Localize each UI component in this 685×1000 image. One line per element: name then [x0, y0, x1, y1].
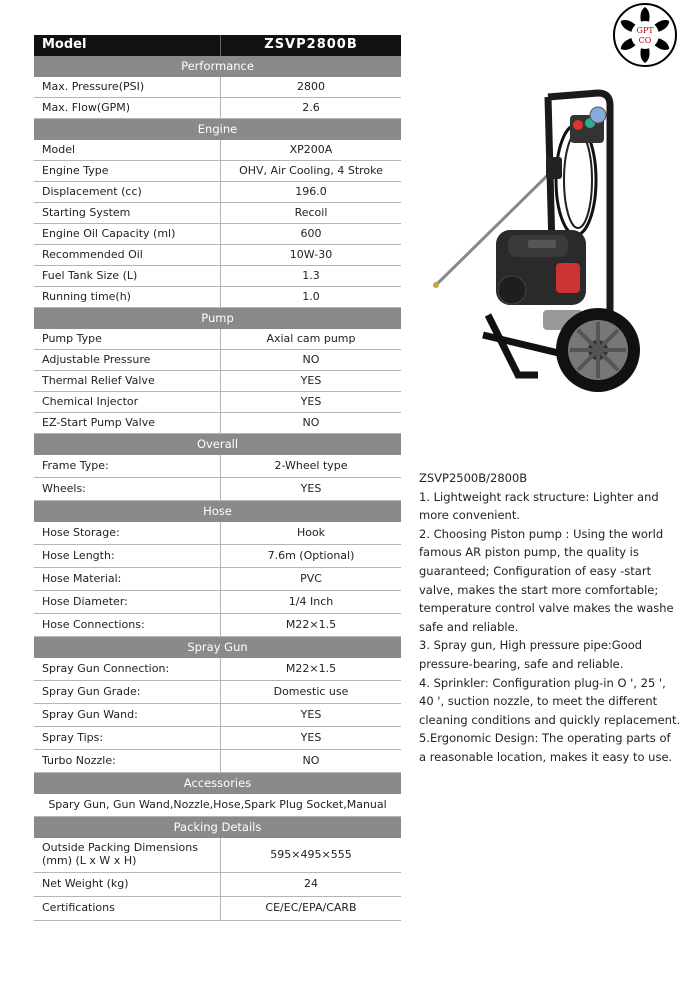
- spec-label: Wheels:: [34, 478, 221, 501]
- spec-row: [34, 224, 401, 245]
- spec-label: Outside Packing Dimensions (mm) (L x W x H): [34, 838, 221, 873]
- section-header: [34, 817, 401, 839]
- section-title: Spray Gun: [34, 637, 401, 659]
- spec-value: YES: [221, 371, 402, 392]
- spec-row: [34, 161, 401, 182]
- section-header: [34, 501, 401, 523]
- spec-row: [34, 658, 401, 681]
- spec-value: 7.6m (Optional): [221, 545, 402, 568]
- description-item: 4. Sprinkler: Configuration plug-in O ', 25 ', 40 ', suction nozzle, to meet the different cleaning conditions and quickly replacement.: [419, 675, 681, 727]
- spec-row: [34, 455, 401, 478]
- spec-label: Adjustable Pressure: [34, 350, 221, 371]
- spec-value: NO: [221, 413, 402, 434]
- section-header: [34, 434, 401, 456]
- spec-label: Hose Storage:: [34, 522, 221, 545]
- spec-value: OHV, Air Cooling, 4 Stroke: [221, 161, 402, 182]
- spec-value: Recoil: [221, 203, 402, 224]
- spec-label: Hose Diameter:: [34, 591, 221, 614]
- spec-label: Displacement (cc): [34, 182, 221, 203]
- spec-row: [34, 897, 401, 921]
- spec-label: Frame Type:: [34, 455, 221, 478]
- spec-row: [34, 245, 401, 266]
- spec-value: YES: [221, 392, 402, 413]
- spec-row: [34, 140, 401, 161]
- spec-row: [34, 478, 401, 501]
- spec-label: Engine Oil Capacity (ml): [34, 224, 221, 245]
- spec-label: Turbo Nozzle:: [34, 750, 221, 773]
- spec-row: [34, 77, 401, 98]
- spec-value: 595×495×555: [221, 838, 402, 873]
- spec-row: [34, 545, 401, 568]
- pressure-washer-image: [428, 85, 643, 415]
- spec-label: Running time(h): [34, 287, 221, 308]
- model-header-row: [34, 35, 401, 56]
- spec-table: [34, 35, 401, 921]
- spec-label: Net Weight (kg): [34, 873, 221, 897]
- spec-value: NO: [221, 350, 402, 371]
- accessories-list: Spary Gun, Gun Wand,Nozzle,Hose,Spark Plug Socket,Manual: [34, 794, 401, 817]
- spec-label: Max. Flow(GPM): [34, 98, 221, 119]
- spec-row: [34, 681, 401, 704]
- spec-row: [34, 182, 401, 203]
- spec-label: Hose Material:: [34, 568, 221, 591]
- spec-row: [34, 522, 401, 545]
- spec-row: [34, 98, 401, 119]
- spec-value: YES: [221, 478, 402, 501]
- spec-label: Model: [34, 140, 221, 161]
- section-title: Accessories: [34, 773, 401, 795]
- spec-value: XP200A: [221, 140, 402, 161]
- spec-label: Spray Gun Wand:: [34, 704, 221, 727]
- spec-label: Chemical Injector: [34, 392, 221, 413]
- spec-label: Spray Tips:: [34, 727, 221, 750]
- spec-label: Hose Connections:: [34, 614, 221, 637]
- spec-row: [34, 329, 401, 350]
- spec-value: CE/EC/EPA/CARB: [221, 897, 402, 921]
- spec-label: Certifications: [34, 897, 221, 921]
- spec-value: YES: [221, 727, 402, 750]
- spec-label: Pump Type: [34, 329, 221, 350]
- spec-row: [34, 203, 401, 224]
- section-header: [34, 308, 401, 330]
- section-header: [34, 56, 401, 77]
- spec-value: PVC: [221, 568, 402, 591]
- spec-value: 10W-30: [221, 245, 402, 266]
- spec-label: Recommended Oil: [34, 245, 221, 266]
- spec-row: [34, 704, 401, 727]
- spec-value: 196.0: [221, 182, 402, 203]
- spec-value: NO: [221, 750, 402, 773]
- model-value: ZSVP2800B: [221, 35, 402, 56]
- spec-label: Hose Length:: [34, 545, 221, 568]
- section-title: Pump: [34, 308, 401, 330]
- section-title: Engine: [34, 119, 401, 141]
- description-title: ZSVP2500B/2800B: [419, 471, 528, 485]
- spec-row: [34, 591, 401, 614]
- accessories-row: [34, 794, 401, 817]
- spec-row: [34, 873, 401, 897]
- logo-text-line2: CO: [638, 36, 652, 45]
- section-title: Hose: [34, 501, 401, 523]
- section-header: [34, 637, 401, 659]
- spec-value: Hook: [221, 522, 402, 545]
- spec-row: [34, 371, 401, 392]
- spec-value: 2.6: [221, 98, 402, 119]
- spec-row: [34, 838, 401, 873]
- feature-description: [419, 469, 681, 767]
- section-title: Overall: [34, 434, 401, 456]
- spec-label: Max. Pressure(PSI): [34, 77, 221, 98]
- spec-row: [34, 266, 401, 287]
- spec-label: Starting System: [34, 203, 221, 224]
- spec-label: Engine Type: [34, 161, 221, 182]
- logo-text-line1: GPT: [636, 26, 654, 35]
- spec-value: 2800: [221, 77, 402, 98]
- spec-value: 600: [221, 224, 402, 245]
- spec-value: 1/4 Inch: [221, 591, 402, 614]
- spec-label: EZ-Start Pump Valve: [34, 413, 221, 434]
- spec-row: [34, 350, 401, 371]
- spec-value: 1.3: [221, 266, 402, 287]
- spec-row: [34, 413, 401, 434]
- section-header: [34, 773, 401, 795]
- spec-value: M22×1.5: [221, 614, 402, 637]
- spec-label: Fuel Tank Size (L): [34, 266, 221, 287]
- spec-value: YES: [221, 704, 402, 727]
- section-header: [34, 119, 401, 141]
- spec-value: Axial cam pump: [221, 329, 402, 350]
- description-item: 5.Ergonomic Design: The operating parts of a reasonable location, makes it easy to use.: [419, 731, 673, 764]
- spec-value: 2-Wheel type: [221, 455, 402, 478]
- model-label: Model: [34, 35, 221, 56]
- spec-label: Thermal Relief Valve: [34, 371, 221, 392]
- spec-row: [34, 614, 401, 637]
- spec-row: [34, 287, 401, 308]
- spec-row: [34, 750, 401, 773]
- spec-row: [34, 392, 401, 413]
- spec-value: M22×1.5: [221, 658, 402, 681]
- company-logo: [612, 2, 678, 68]
- description-item: 1. Lightweight rack structure: Lighter and more convenient.: [419, 489, 659, 523]
- spec-value: Domestic use: [221, 681, 402, 704]
- description-item: 3. Spray gun, High pressure pipe:Good pressure-bearing, safe and reliable.: [419, 638, 643, 671]
- spec-row: [34, 727, 401, 750]
- section-title: Performance: [34, 56, 401, 77]
- spec-label: Spray Gun Grade:: [34, 681, 221, 704]
- spec-row: [34, 568, 401, 591]
- description-item: 2. Choosing Piston pump : Using the world famous AR piston pump, the quality is guaranteed; Configuration of easy -start valve, makes the start more comfortable; temperature control valve makes the washe safe and reliable.: [419, 526, 674, 634]
- section-title: Packing Details: [34, 817, 401, 839]
- spec-value: 24: [221, 873, 402, 897]
- spec-value: 1.0: [221, 287, 402, 308]
- spec-label: Spray Gun Connection:: [34, 658, 221, 681]
